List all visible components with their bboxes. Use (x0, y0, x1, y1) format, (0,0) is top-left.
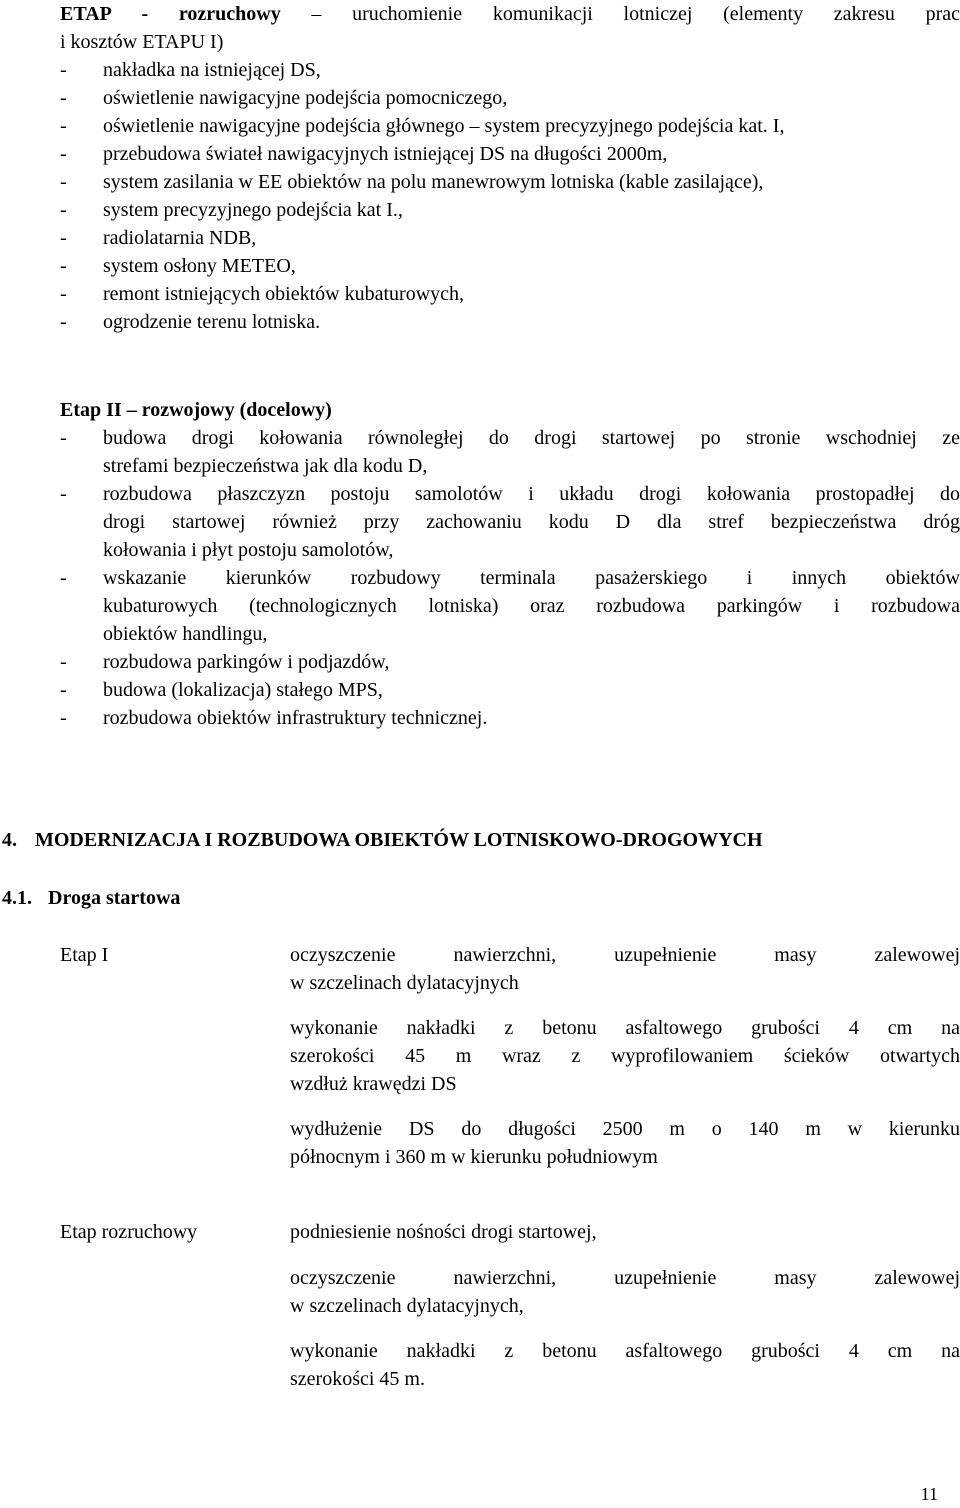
list-item: - budowa drogi kołowania równoległej do drogi startowej po stronie wschodniej ze strefami bezpieczeństwa jak dla kodu D, (60, 427, 960, 477)
list-item: - wskazanie kierunków rozbudowy terminala pasażerskiego i innych obiektów kubaturowych (technologicznych lotniska) oraz rozbudowa parkingów i rozbudowa obiektów handlingu, (60, 567, 960, 645)
section-title: MODERNIZACJA I ROZBUDOWA OBIEKTÓW LOTNISKOWO-DROGOWYCH (35, 829, 763, 851)
etap-rozruchowy-heading-bold: ETAP - rozruchowy (60, 3, 281, 25)
list-item: - rozbudowa parkingów i podjazdów, (60, 651, 390, 673)
subsection-title: Droga startowa (48, 887, 181, 909)
etap-rozruchowy-list-block (60, 0, 960, 336)
list-item: - system osłony METEO, (60, 255, 296, 277)
section-heading (2, 826, 960, 854)
etap-i-paragraph: oczyszczenie nawierzchni, uzupełnienie masy zalewowej w szczelinach dylatacyjnych (290, 944, 960, 994)
etap-rozruchowy-label: Etap rozruchowy (60, 1221, 198, 1243)
list-item: - przebudowa świateł nawigacyjnych istniejącej DS na długości 2000m, (60, 143, 668, 165)
etap-rozruchowy-heading-line2: i kosztów ETAPU I) (60, 31, 224, 53)
subsection-heading (2, 884, 602, 912)
etap-i-paragraph: wykonanie nakładki z betonu asfaltowego grubości 4 cm na szerokości 45 m wraz z wyprofilowaniem ścieków otwartych wzdłuż krawędzi DS (290, 1017, 960, 1095)
etap-ii-block (60, 396, 960, 732)
list-item: - rozbudowa obiektów infrastruktury technicznej. (60, 707, 488, 729)
etap-rozruchowy-paragraph: podniesienie nośności drogi startowej, (290, 1221, 597, 1243)
list-item: - system precyzyjnego podejścia kat I., (60, 199, 403, 221)
etap-rozruchowy-heading-rest: – uruchomienie komunikacji lotniczej (elementy zakresu prac (280, 3, 960, 25)
etap-i-label: Etap I (60, 944, 109, 966)
list-item: - system zasilania w EE obiektów na polu manewrowym lotniska (kable zasilające), (60, 171, 764, 193)
page-number: 11 (920, 1484, 938, 1504)
list-item: - rozbudowa płaszczyzn postoju samolotów i układu drogi kołowania prostopadłej do drogi startowej również przy zachowaniu kodu D dla stref bezpieczeństwa dróg kołowania i płyt postoju samolotów, (60, 483, 960, 561)
section-number: 4. (2, 829, 17, 851)
list-item: - nakładka na istniejącej DS, (60, 59, 321, 81)
etap-rozruchowy-paragraph: wykonanie nakładki z betonu asfaltowego grubości 4 cm na szerokości 45 m. (290, 1340, 960, 1390)
etap-rozruchowy-paragraph: oczyszczenie nawierzchni, uzupełnienie masy zalewowej w szczelinach dylatacyjnych, (290, 1267, 960, 1317)
list-item: - budowa (lokalizacja) stałego MPS, (60, 679, 383, 701)
etap-i-paragraph: wydłużenie DS do długości 2500 m o 140 m w kierunku północnym i 360 m w kierunku południowym (290, 1118, 960, 1168)
list-item: - oświetlenie nawigacyjne podejścia pomocniczego, (60, 87, 508, 109)
etap-rozruchowy-items (60, 56, 960, 336)
etap-ii-heading: Etap II – rozwojowy (docelowy) (60, 399, 332, 421)
list-item: - radiolatarnia NDB, (60, 227, 257, 249)
list-item: - oświetlenie nawigacyjne podejścia głównego – system precyzyjnego podejścia kat. I, (60, 115, 785, 137)
subsection-number: 4.1. (2, 887, 32, 909)
list-item: - remont istniejących obiektów kubaturowych, (60, 283, 465, 305)
list-item: - ogrodzenie terenu lotniska. (60, 311, 321, 333)
etap-rozruchowy-heading-line1 (60, 0, 960, 28)
